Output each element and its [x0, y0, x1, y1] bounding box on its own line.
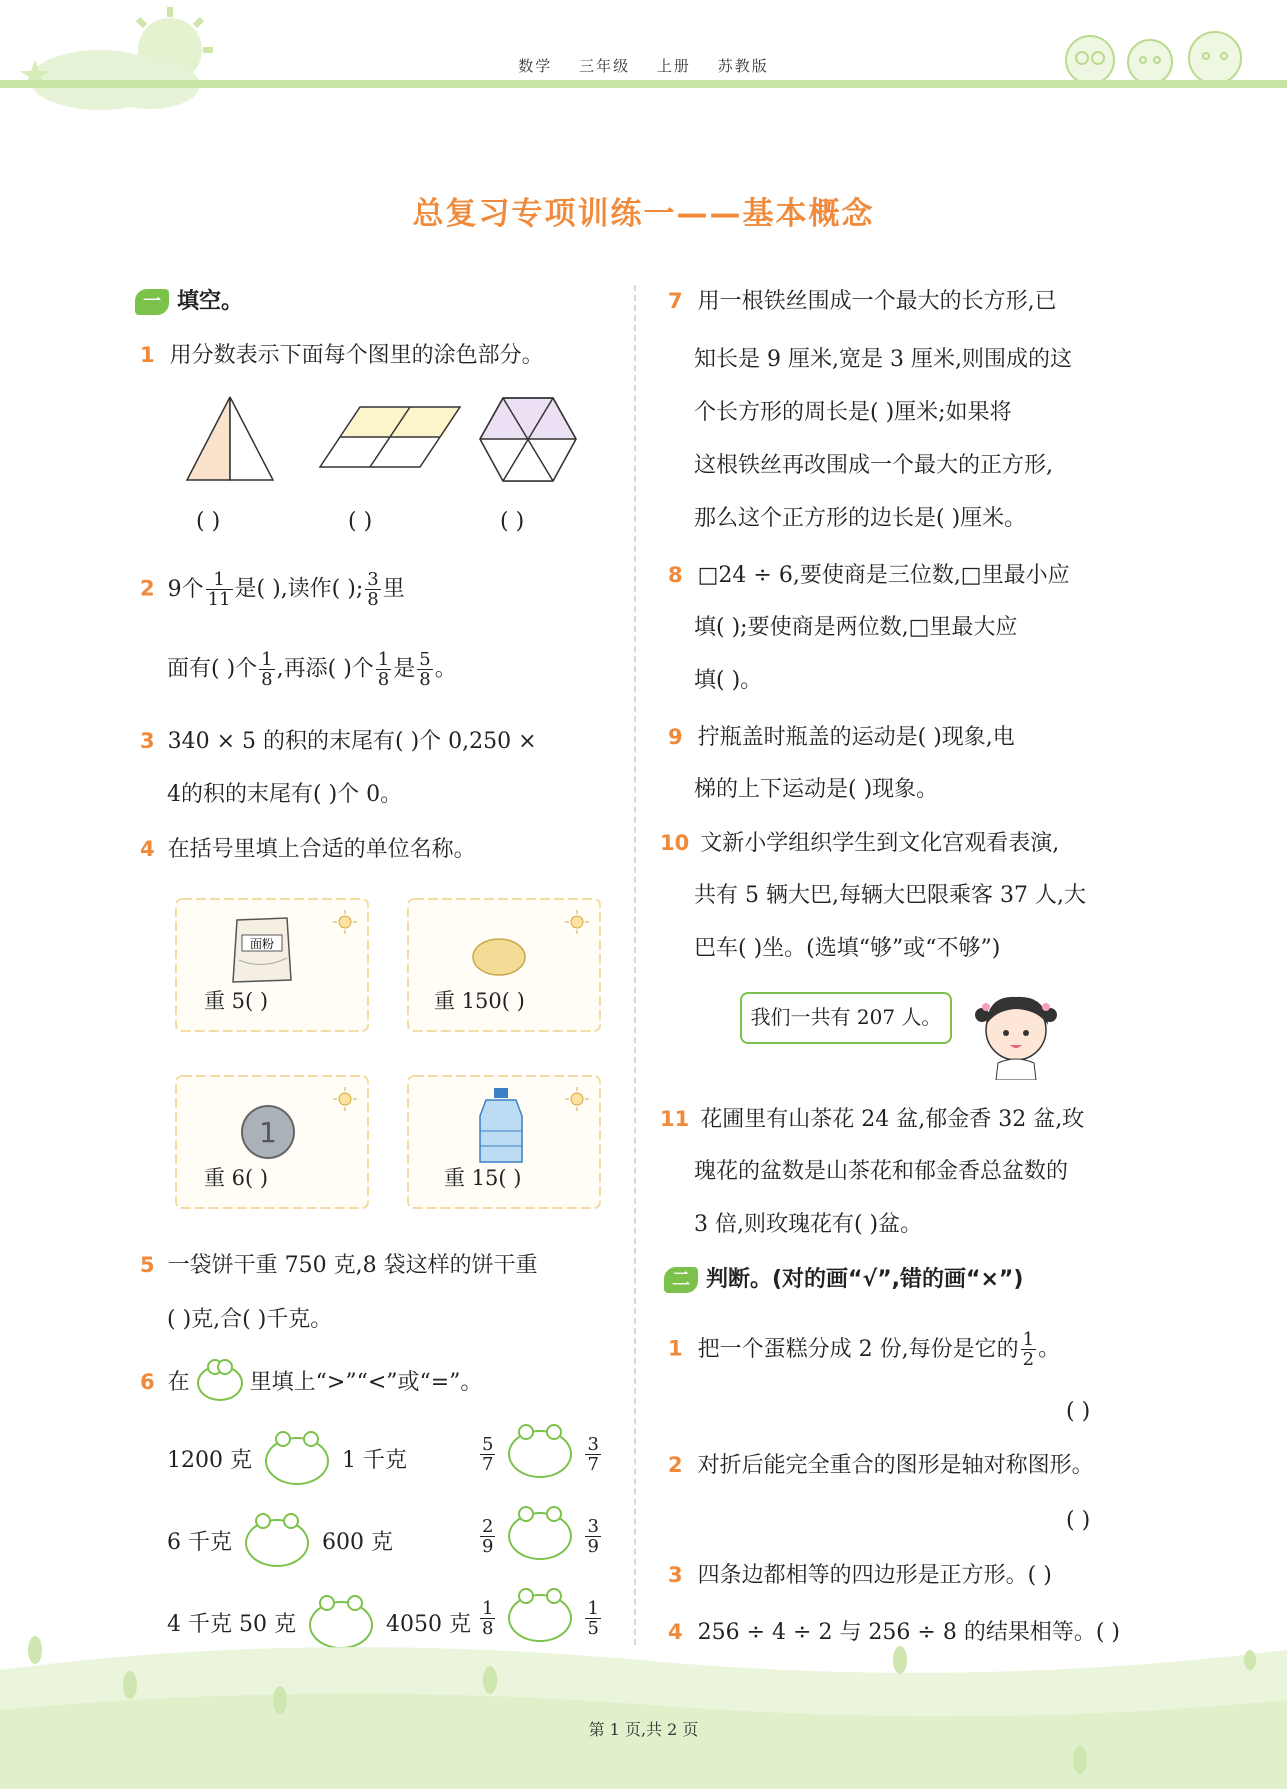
coin-value-label: 1	[259, 1116, 277, 1149]
question-2-line-1	[140, 570, 405, 609]
question-3-line-2: 4的积的末尾有( )个 0。	[167, 782, 403, 807]
girl-avatar-icon	[968, 985, 1063, 1080]
q7-line-4: 这根铁丝再改围成一个最大的正方形,	[694, 453, 1053, 478]
unit-card-potato	[404, 895, 604, 1035]
question-number: 8	[668, 563, 683, 587]
hexagon-figure	[478, 396, 578, 484]
numerator: 3	[587, 1515, 599, 1537]
q2-text-b: 是( ),读作( );	[234, 576, 364, 602]
question-number: 2	[140, 576, 155, 601]
question-text: 四条边都相等的四边形是正方形。( )	[697, 1563, 1052, 1588]
compare-oval-input[interactable]	[508, 1512, 572, 1560]
coin-icon	[240, 1104, 296, 1160]
question-2-line-2	[167, 650, 457, 689]
denominator: 9	[587, 1535, 599, 1557]
header-bar	[0, 80, 1287, 88]
header-grade: 三年级	[579, 57, 631, 75]
card-label: 重 150( )	[434, 989, 525, 1013]
left-value: 6 千克	[167, 1530, 232, 1555]
right-value: 4050 克	[385, 1612, 471, 1637]
compare-oval-input[interactable]	[245, 1519, 309, 1567]
question-text: 在括号里填上合适的单位名称。	[167, 837, 476, 862]
compare-oval-input[interactable]	[265, 1437, 329, 1485]
q6-row-2-left	[167, 1519, 393, 1567]
fraction-3-8	[365, 570, 380, 609]
section-judge	[664, 1262, 1023, 1293]
page-title: 总复习专项训练一——基本概念	[412, 196, 875, 232]
q9-line-1: 拧瓶盖时瓶盖的运动是( )现象,电	[697, 725, 1015, 750]
section-label: 判断。(对的画“√”,错的画“×”)	[706, 1267, 1024, 1292]
left-value: 1200 克	[167, 1448, 252, 1473]
judge-2-blank[interactable]: ( )	[1066, 1508, 1091, 1533]
right-value: 600 克	[322, 1530, 393, 1555]
section-badge: 一	[135, 289, 169, 315]
question-end: 。	[1038, 1336, 1061, 1362]
q1-blank-1[interactable]: ( )	[196, 509, 221, 534]
q2-text-f: 是	[393, 656, 416, 682]
question-number: 3	[140, 729, 155, 753]
question-number: 5	[140, 1253, 155, 1277]
question-number: 2	[668, 1453, 683, 1477]
flour-bag-icon	[227, 910, 297, 985]
denominator: 8	[482, 1617, 494, 1639]
card-label: 重 5( )	[204, 989, 269, 1013]
denominator: 7	[587, 1453, 599, 1475]
q11-line-1: 花圃里有山茶花 24 盆,郁金香 32 盆,玫	[700, 1107, 1085, 1132]
page-header	[0, 55, 1287, 76]
question-number: 10	[660, 831, 690, 855]
q10-line-2: 共有 5 辆大巴,每辆大巴限乘客 37 人,大	[694, 883, 1086, 908]
judge-1-blank[interactable]: ( )	[1066, 1399, 1091, 1424]
numerator: 3	[587, 1433, 599, 1455]
sun-icon	[332, 909, 358, 935]
header-subject: 数学	[518, 57, 553, 75]
q2-text-c: 里	[382, 576, 405, 602]
numerator: 5	[419, 649, 431, 670]
section-fill-in	[135, 284, 243, 315]
fraction-right	[585, 1435, 600, 1474]
question-number: 6	[140, 1370, 155, 1394]
header-edition: 苏教版	[717, 57, 769, 75]
unit-card-coin	[172, 1072, 372, 1212]
q8-line-1: □24 ÷ 6,要使商是三位数,□里最小应	[697, 563, 1070, 588]
fraction-1-8-a	[259, 650, 274, 689]
header-volume: 上册	[656, 57, 691, 75]
judge-1	[668, 1330, 1060, 1369]
speech-bubble: 我们一共有 207 人。	[740, 992, 952, 1044]
water-bottle-icon	[476, 1086, 526, 1166]
q10-line-3: 巴车( )坐。(选填“够”或“不够”)	[694, 936, 1001, 961]
denominator: 8	[367, 589, 379, 610]
q3-line-1: 340 × 5 的积的末尾有( )个 0,250 ×	[167, 729, 537, 754]
potato-icon	[469, 935, 529, 980]
q7-line-3: 个长方形的周长是( )厘米;如果将	[694, 400, 1012, 425]
question-number: 1	[140, 343, 155, 367]
unit-card-flour	[172, 895, 372, 1035]
q7-line-1: 用一根铁丝围成一个最大的长方形,已	[697, 289, 1057, 314]
denominator: 8	[377, 669, 390, 690]
question-3-line-1	[140, 726, 537, 757]
compare-oval-example	[197, 1365, 243, 1401]
parallelogram-figure	[318, 402, 468, 472]
question-1	[140, 340, 544, 371]
question-number: 11	[660, 1107, 690, 1131]
question-8-line-1	[668, 560, 1070, 591]
q11-line-2: 瑰花的盆数是山茶花和郁金香总盆数的	[694, 1159, 1069, 1184]
denominator: 11	[207, 589, 231, 610]
question-5-line-2: ( )克,合( )千克。	[167, 1307, 333, 1332]
question-7-line-1	[668, 286, 1057, 317]
q7-line-2: 知长是 9 厘米,宽是 3 厘米,则围成的这	[694, 347, 1072, 372]
sun-icon	[564, 909, 590, 935]
compare-oval-input[interactable]	[508, 1430, 572, 1478]
q7-line-5: 那么这个正方形的边长是( )厘米。	[694, 506, 1027, 531]
denominator: 8	[261, 669, 273, 690]
question-number: 4	[668, 1620, 683, 1644]
q6-row-2-right	[478, 1512, 603, 1560]
q1-blank-3[interactable]: ( )	[500, 509, 525, 534]
numerator: 1	[377, 649, 390, 670]
question-text: 256 ÷ 4 ÷ 2 与 256 ÷ 8 的结果相等。( )	[697, 1620, 1120, 1645]
numerator: 1	[1022, 1329, 1035, 1350]
section-badge: 二	[664, 1267, 698, 1293]
sun-icon	[332, 1086, 358, 1112]
fraction-1-2	[1021, 1330, 1036, 1369]
question-number: 3	[668, 1563, 683, 1587]
question-number: 9	[668, 725, 683, 749]
numerator: 1	[206, 570, 233, 590]
sun-icon	[564, 1086, 590, 1112]
fraction-left	[480, 1517, 495, 1556]
question-text: 对折后能完全重合的图形是轴对称图形。	[697, 1453, 1094, 1478]
question-5-line-1	[140, 1250, 538, 1281]
numerator: 2	[482, 1515, 494, 1537]
question-9-line-1	[668, 722, 1015, 753]
unit-card-water-bottle	[404, 1072, 604, 1212]
fraction-5-8	[417, 650, 432, 689]
question-number: 1	[668, 1336, 683, 1361]
q8-line-3: 填( )。	[694, 668, 763, 693]
q6-row-1-left	[167, 1437, 407, 1485]
ground-hills-decoration	[0, 1610, 1287, 1789]
denominator: 7	[482, 1453, 494, 1475]
q5-line-1: 一袋饼干重 750 克,8 袋这样的饼干重	[167, 1253, 538, 1278]
question-10-line-1	[660, 828, 1059, 859]
q8-line-2: 填( );要使商是两位数,□里最大应	[694, 615, 1018, 640]
fraction-right	[585, 1517, 600, 1556]
q1-blank-2[interactable]: ( )	[348, 509, 373, 534]
card-label: 重 15( )	[444, 1166, 522, 1190]
question-number: 7	[668, 289, 683, 313]
q6-text-a: 在	[167, 1370, 190, 1395]
denominator: 5	[587, 1617, 599, 1639]
q6-row-1-right	[478, 1430, 603, 1478]
judge-2	[668, 1450, 1094, 1481]
q10-line-1: 文新小学组织学生到文化宫观看表演,	[700, 831, 1060, 856]
numerator: 1	[261, 649, 273, 670]
denominator: 2	[1022, 1349, 1035, 1370]
numerator: 1	[587, 1597, 599, 1619]
page-footer: 第 1 页,共 2 页	[588, 1720, 699, 1739]
flour-bag-label: 面粉	[249, 937, 275, 951]
fraction-left	[480, 1435, 495, 1474]
fraction-1-8-b	[376, 650, 391, 689]
section-label: 填空。	[177, 289, 244, 314]
q2-text-e: ,再添( )个	[276, 656, 374, 682]
q11-line-3: 3 倍,则玫瑰花有( )盆。	[694, 1212, 923, 1237]
numerator: 5	[482, 1433, 494, 1455]
numerator: 1	[482, 1597, 494, 1619]
q6-text-b: 里填上“>”“<”或“=”。	[249, 1370, 483, 1395]
denominator: 9	[482, 1535, 494, 1557]
judge-3	[668, 1560, 1052, 1591]
question-11-line-1	[660, 1104, 1084, 1135]
column-divider	[634, 285, 636, 1645]
question-number: 4	[140, 837, 155, 861]
right-value: 1 千克	[341, 1448, 407, 1473]
q2-text-a: 9个	[167, 576, 204, 602]
left-value: 4 千克 50 克	[167, 1612, 296, 1637]
q2-text-g: 。	[434, 656, 457, 682]
q9-line-2: 梯的上下运动是( )现象。	[694, 777, 939, 802]
question-text: 把一个蛋糕分成 2 份,每份是它的	[697, 1336, 1019, 1362]
numerator: 3	[367, 569, 379, 590]
card-label: 重 6( )	[204, 1166, 269, 1190]
triangle-figure	[180, 395, 280, 485]
question-6	[140, 1365, 482, 1401]
fraction-1-11	[206, 570, 233, 609]
question-4	[140, 834, 476, 865]
question-text: 用分数表示下面每个图里的涂色部分。	[169, 343, 544, 368]
q2-text-d: 面有( )个	[167, 656, 258, 682]
denominator: 8	[419, 669, 431, 690]
